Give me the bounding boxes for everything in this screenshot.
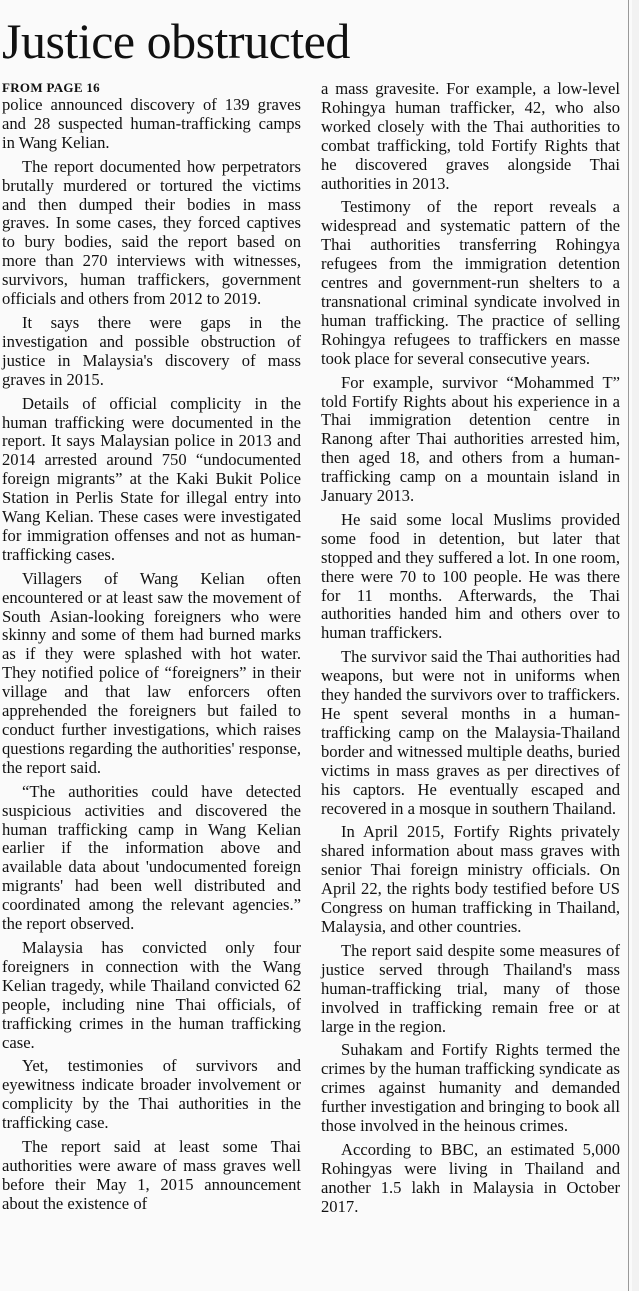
paragraph: Testimony of the report reveals a widespread and systematic pattern of the Thai authorities transferring Rohingya refugees from the immigration detention centres and government-run shelters to a transnational criminal syndicate involved in human trafficking. The practice of selling Rohingya refugees to traffickers en masse took place for several consecutive years. [321, 197, 620, 368]
continuation-label: FROM PAGE 16 [2, 80, 100, 95]
paragraph: a mass gravesite. For example, a low-level Rohingya human trafficker, 42, who also worked closely with the Thai authorities to combat trafficking, told Fortify Rights that he discovered graves alongside Thai authorities in 2013. [321, 79, 620, 193]
paragraph: Yet, testimonies of survivors and eyewitness indicate broader involvement or complicity by the Thai authorities in the trafficking case. [2, 1056, 301, 1133]
paragraph: In April 2015, Fortify Rights privately shared information about mass graves with senior Thai foreign ministry officials. On April 22, the rights body testified before US Congress on human trafficking in Thailand, Malaysia, and other countries. [321, 822, 620, 936]
headline: Justice obstructed [2, 13, 350, 69]
paragraph: The report said at least some Thai authorities were aware of mass graves well before their May 1, 2015 announcement about the existence of [2, 1137, 301, 1213]
paragraph: He said some local Muslims provided some food in detention, but later that stopped and they suffered a lot. In one room, there were 70 to 100 people. He was there for 11 months. Afterwards, the Thai authorities handed him and others over to human traffickers. [321, 509, 620, 643]
paragraph: It says there were gaps in the investigation and possible obstruction of justice in Malaysia's discovery of mass graves in 2015. [2, 312, 301, 389]
paragraph: The report said despite some measures of justice served through Thailand's mass human-trafficking trial, many of those involved in trafficking remain free or at large in the region. [321, 940, 620, 1036]
paragraph: The survivor said the Thai authorities had weapons, but were not in uniforms when they handed the survivors over to traffickers. He spent several months in a human-trafficking camp on the Malaysia-Thailand border and witnessed multiple deaths, buried victims in mass graves as per directives of his captors. He eventually escaped and recovered in a mosque in southern Thailand. [321, 647, 620, 818]
paragraph: Malaysia has convicted only four foreigners in connection with the Wang Kelian tragedy, while Thailand convicted 62 people, including nine Thai officials, of trafficking crimes in the human trafficking case. [2, 937, 301, 1052]
paragraph: Suhakam and Fortify Rights termed the crimes by the human trafficking syndicate as crimes against humanity and demanded further investigation and bringing to book all those involved in the heinous crimes. [321, 1040, 620, 1136]
page-edge [632, 0, 639, 1291]
article-column-right [321, 80, 620, 1222]
article-column-left [2, 80, 301, 1219]
paragraph: For example, survivor “Mohammed T” told Fortify Rights about his experience in a Thai immigration detention centre in Ranong after Thai authorities arrested him, then aged 18, and others from a human-trafficking camp on a mountain island in January 2013. [321, 372, 620, 506]
paragraph: According to BBC, an estimated 5,000 Rohingyas were living in Thailand and another 1.5 lakh in Malaysia in October 2017. [321, 1139, 620, 1216]
column-divider [628, 0, 629, 1291]
paragraph: Villagers of Wang Kelian often encountered or at least saw the movement of South Asian-looking foreigners who were skinny and some of them had burned marks as if they were splashed with hot water. They notified police of “foreigners” in their village and that law enforcers often apprehended the foreigners but failed to conduct further investigations, which raises questions regarding the authorities' response, the report said. [2, 568, 301, 777]
paragraph: Details of official complicity in the human trafficking were documented in the report. It says Malaysian police in 2013 and 2014 arrested around 750 “undocumented foreign migrants” at the Kaki Bukit Police Station in Perlis State for illegal entry into Wang Kelian. These cases were investigated for immigration offenses and not as human-trafficking cases. [2, 393, 301, 564]
paragraph: police announced discovery of 139 graves and 28 suspected human-trafficking camps in Wang Kelian. [2, 95, 301, 152]
paragraph: The report documented how perpetrators brutally murdered or tortured the victims and then dumped their bodies in mass graves. In some cases, they forced captives to bury bodies, said the report based on more than 270 interviews with witnesses, survivors, human traffickers, government officials and others from 2012 to 2019. [2, 156, 301, 309]
paragraph: “The authorities could have detected suspicious activities and discovered the human trafficking camp in Wang Kelian earlier if the information above and available data about 'undocumented foreign migrants' had been well distributed and coordinated among the relevant agencies.” the report observed. [2, 781, 301, 934]
